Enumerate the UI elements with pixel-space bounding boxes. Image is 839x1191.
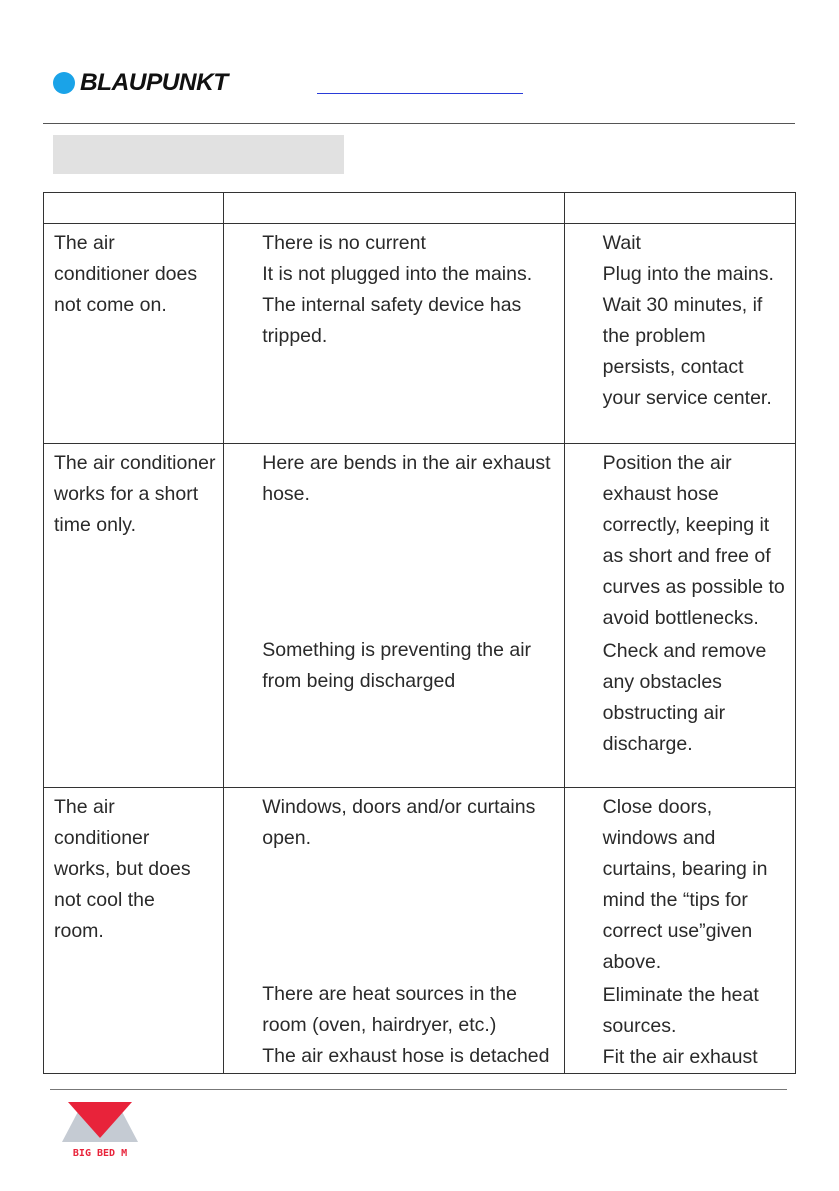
brand-logo	[53, 69, 228, 96]
cause-item: Here are bends in the air exhaust hose.	[262, 452, 551, 505]
header-solution	[564, 193, 795, 224]
footer-divider	[50, 1089, 787, 1090]
footer-logo-text: BIG BED M	[72, 1148, 128, 1159]
table-row	[44, 224, 796, 444]
cause-item: Windows, doors and/or curtains open.	[262, 796, 536, 849]
cause-cell	[224, 444, 564, 788]
brand-name: BLAUPUNKT	[80, 69, 228, 96]
brand-dot-icon	[53, 72, 75, 94]
cause-item: It is not plugged into the mains.	[262, 263, 533, 285]
cause-item: There are heat sources in the room (oven, hairdryer, etc.)	[262, 983, 517, 1036]
cause-cell	[224, 224, 564, 444]
problem-cell	[44, 788, 224, 1074]
header-divider	[43, 123, 795, 124]
solution-item: Check and remove any obstacles obstructing air discharge.	[602, 640, 767, 755]
solution-item: Eliminate the heat sources.	[602, 984, 759, 1037]
solution-cell	[564, 444, 795, 788]
table-header-row	[44, 193, 796, 224]
solution-item: Position the air exhaust hose correctly, keeping it as short and free of curves as possible to avoid bottlenecks.	[602, 452, 785, 629]
cause-item: The internal safety device has tripped.	[262, 294, 522, 347]
cause-cell	[224, 788, 564, 1074]
solution-item: Fit the air exhaust	[602, 1046, 758, 1068]
problem-text: The air conditioner works for a short time only.	[54, 452, 216, 536]
table-row	[44, 444, 796, 788]
cause-item: The air exhaust hose is detached	[262, 1045, 550, 1067]
problem-text: The air conditioner does not come on.	[54, 232, 198, 316]
header-problem	[44, 193, 224, 224]
troubleshooting-table	[43, 192, 796, 1074]
problem-text: The air conditioner works, but does not cool the room.	[54, 796, 191, 942]
problem-cell	[44, 444, 224, 788]
solution-cell	[564, 788, 795, 1074]
problem-cell	[44, 224, 224, 444]
solution-item: Wait 30 minutes, if the problem persists, contact your service center.	[602, 294, 772, 409]
solution-item: Plug into the mains.	[602, 263, 774, 285]
cause-item: There is no current	[262, 232, 426, 254]
header-cause	[224, 193, 564, 224]
solution-item: Close doors, windows and curtains, bearing in mind the “tips for correct use”given above.	[602, 796, 768, 973]
footer-logo-icon	[58, 1100, 142, 1160]
section-heading-box	[53, 135, 344, 174]
table-row	[44, 788, 796, 1074]
cause-item: Something is preventing the air from being discharged	[262, 639, 532, 692]
solution-item: Wait	[602, 232, 641, 254]
header-link-underline	[317, 93, 523, 94]
solution-cell	[564, 224, 795, 444]
